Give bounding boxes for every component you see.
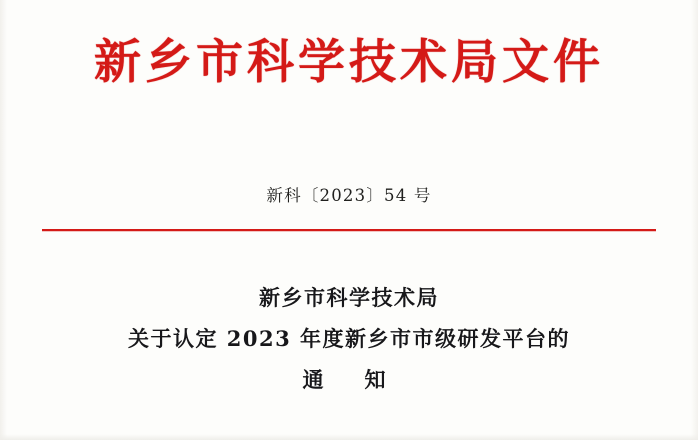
title-line-subject: 关于认定 2023 年度新乡市市级研发平台的 [127, 325, 571, 351]
title-line-issuer: 新乡市科学技术局 [259, 285, 439, 310]
masthead-title: 新乡市科学技术局文件 [94, 35, 604, 90]
scan-edge-bottom [0, 434, 698, 440]
masthead [0, 34, 698, 93]
document-number: 新科〔2023〕54 号 [266, 186, 432, 205]
title-block [0, 278, 698, 401]
red-divider-rule [42, 229, 656, 231]
title-line-notice: 通 知 [302, 366, 396, 392]
